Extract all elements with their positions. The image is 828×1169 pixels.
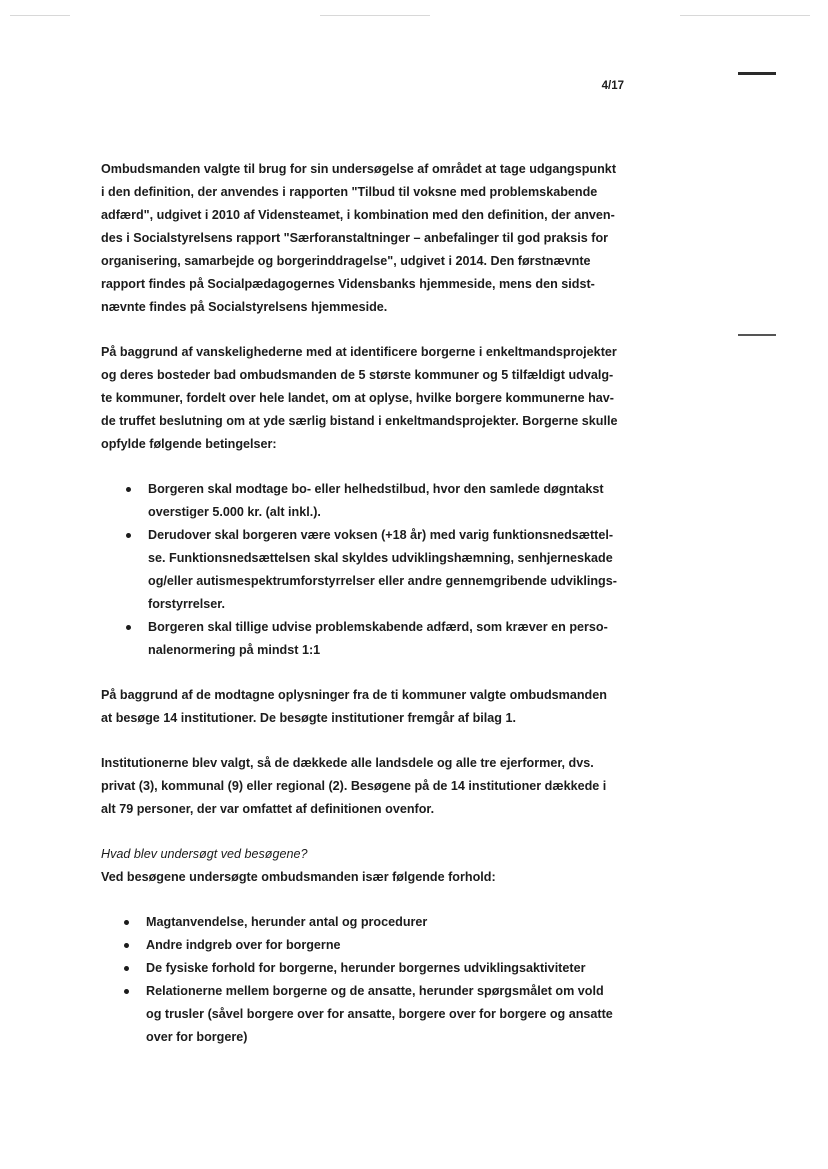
text-line: På baggrund af de modtagne oplysninger fra de ti kommuner valgte ombudsmanden [101,688,607,702]
text-line: opfylde følgende betingelser: [101,437,277,451]
text-line: Magtanvendelse, herunder antal og procedurer [146,915,428,929]
text-line: adfærd", udgivet i 2010 af Vidensteamet, i kombination med den definition, der anven- [101,208,615,222]
document-body [101,158,618,1049]
text-line: te kommuner, fordelt over hele landet, om at oplyse, hvilke borgere kommunerne hav- [101,391,614,405]
list-item [101,616,607,662]
text-line: i den definition, der anvendes i rapporten "Tilbud til voksne med problemskabende [101,185,598,199]
text-line: nalenormering på mindst 1:1 [148,643,321,657]
text-line: rapport findes på Socialpædagogernes Vidensbanks hjemmeside, mens den sidst- [101,277,595,291]
text-line: privat (3), kommunal (9) eller regional (2). Besøgene på de 14 institutioner dækkede i [101,779,607,793]
list-item [101,980,613,1049]
text-line: organisering, samarbejde og borgerinddragelse", udgivet i 2014. Den førstnævnte [101,254,591,268]
text-line: og/eller autismespektrumforstyrrelser eller andre gennemgribende udviklings- [148,574,617,588]
section-heading: Hvad blev undersøgt ved besøgene? [101,847,308,861]
text-line: Andre indgreb over for borgerne [146,938,341,952]
investigated-topics-list [101,911,613,1049]
list-item [101,934,607,957]
paragraph-institutions [101,752,607,821]
text-line: Institutionerne blev valgt, så de dækkede alle landsdele og alle tre ejerformer, dvs. [101,756,594,770]
margin-mark-top [738,72,776,75]
text-line: Borgeren skal tillige udvise problemskabende adfærd, som kræver en perso- [148,620,608,634]
scan-artifact-top-left [10,15,70,16]
bullet-icon [124,989,129,994]
paragraph-visits [101,684,607,730]
bullet-icon [124,920,129,925]
bullet-icon [126,487,131,492]
scan-artifact-top-right [680,15,810,16]
text-line: På baggrund af vanskelighederne med at identificere borgerne i enkeltmandsprojekter [101,345,617,359]
margin-mark-middle [738,334,776,336]
text-line: at besøge 14 institutioner. De besøgte institutioner fremgår af bilag 1. [101,711,516,725]
text-line: De fysiske forhold for borgerne, herunder borgernes udviklingsaktiviteter [146,961,586,975]
scan-artifact-top-center [320,15,430,16]
text-line: og trusler (såvel borgere over for ansatte, borgere over for borgere og ansatte [146,1007,613,1021]
section-investigation [101,843,607,889]
bullet-icon [126,625,131,630]
text-line: se. Funktionsnedsættelsen skal skyldes udviklingshæmning, senhjerneskade [148,551,613,565]
text-line: Ved besøgene undersøgte ombudsmanden især følgende forhold: [101,870,496,884]
text-line: og deres bosteder bad ombudsmanden de 5 største kommuner og 5 tilfældigt udvalg- [101,368,614,382]
text-line: forstyrrelser. [148,597,226,611]
paragraph-selection [101,341,618,456]
list-item [101,524,617,616]
text-line: overstiger 5.000 kr. (alt inkl.). [148,505,321,519]
page-number: 4/17 [601,80,624,92]
bullet-icon [126,533,131,538]
conditions-list [101,478,617,662]
text-line: Relationerne mellem borgerne og de ansatte, herunder spørgsmålet om vold [146,984,604,998]
text-line: Borgeren skal modtage bo- eller helhedstilbud, hvor den samlede døgntakst [148,482,604,496]
text-line: Ombudsmanden valgte til brug for sin undersøgelse af området at tage udgangspunkt [101,162,617,176]
text-line: de truffet beslutning om at yde særlig bistand i enkeltmandsprojekter. Borgerne skulle [101,414,618,428]
text-line: nævnte findes på Socialstyrelsens hjemmeside. [101,300,388,314]
text-line: over for borgere) [146,1030,248,1044]
bullet-icon [124,966,129,971]
list-item [101,478,607,524]
paragraph-definition [101,158,617,319]
text-line: alt 79 personer, der var omfattet af definitionen ovenfor. [101,802,435,816]
bullet-icon [124,943,129,948]
text-line: des i Socialstyrelsens rapport "Særforanstaltninger – anbefalinger til god praksis for [101,231,609,245]
text-line: Derudover skal borgeren være voksen (+18 år) med varig funktionsnedsættel- [148,528,614,542]
list-item [101,911,607,934]
list-item [101,957,607,980]
